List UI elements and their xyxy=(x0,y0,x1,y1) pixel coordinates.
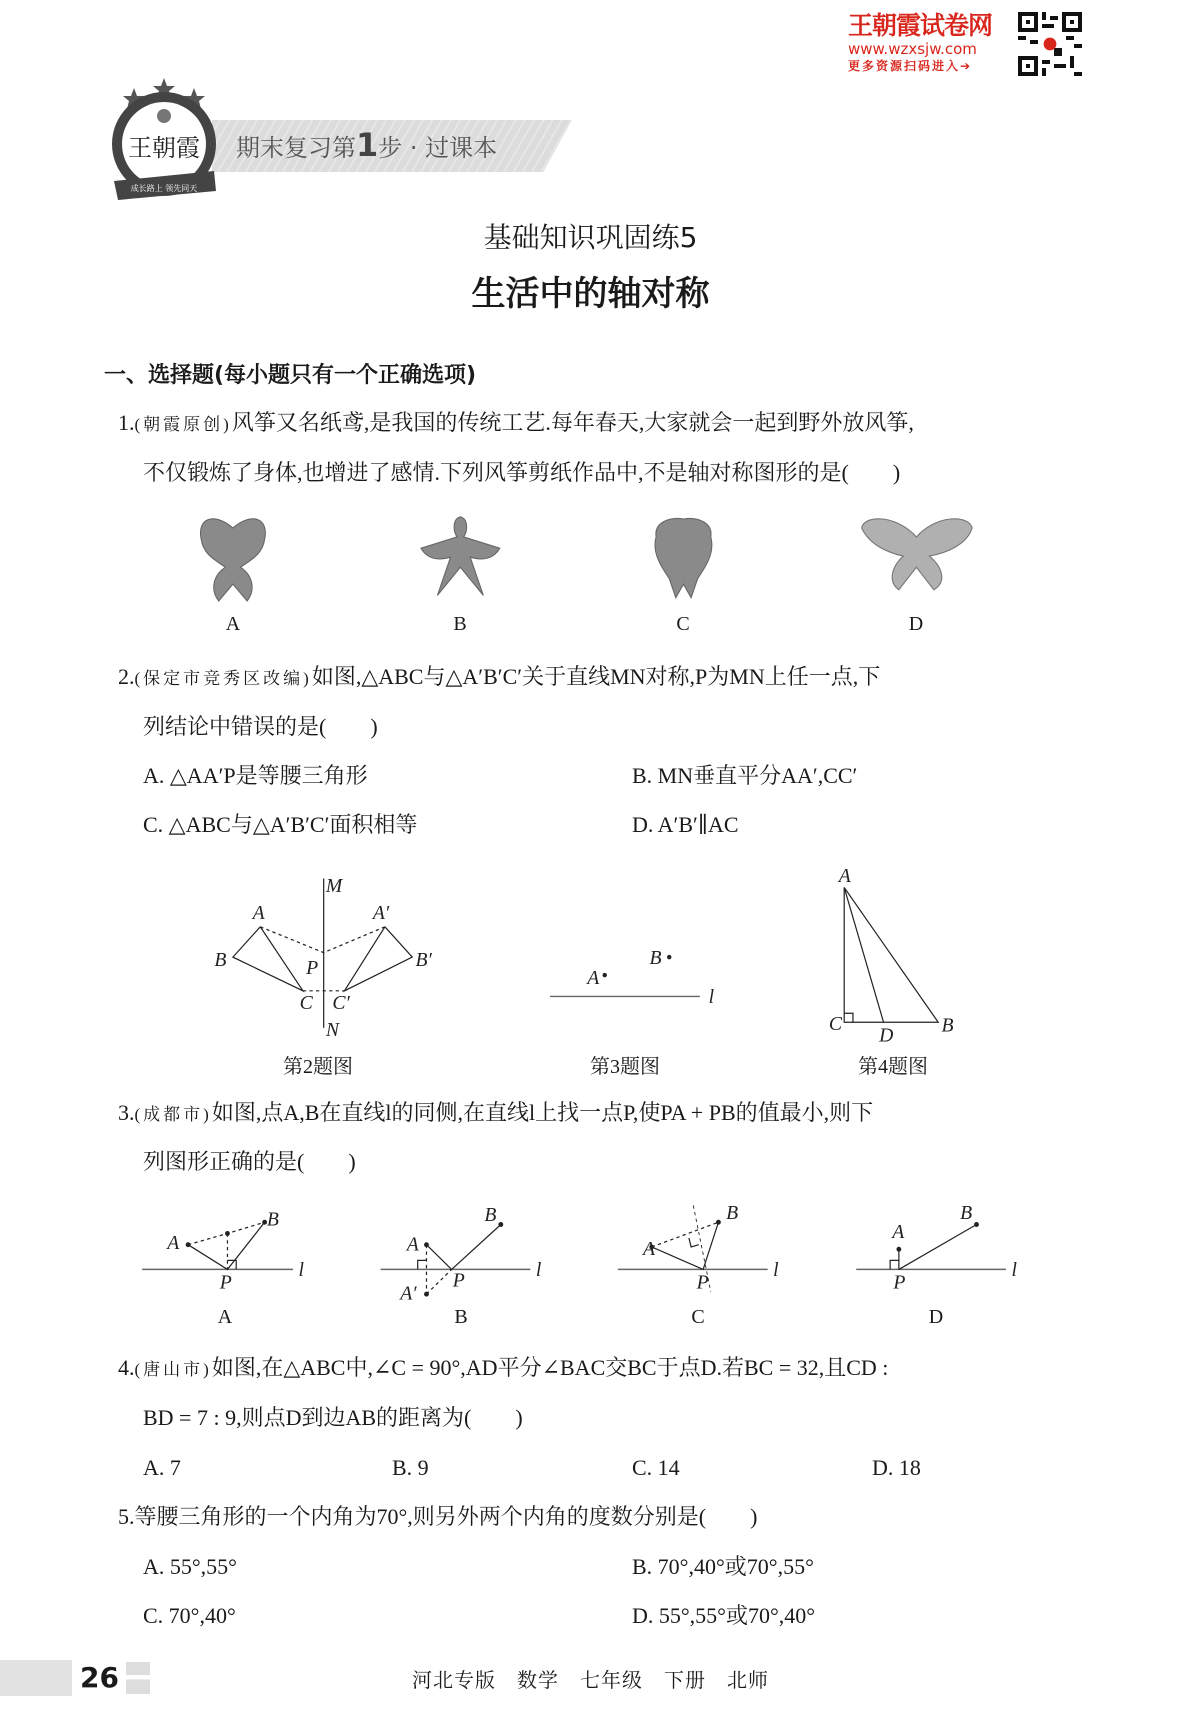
point-a xyxy=(603,973,607,977)
question-text: 等腰三角形的一个内角为70°,则另外两个内角的度数分别是( ) xyxy=(134,1504,758,1529)
q3c-path xyxy=(652,1222,719,1269)
q3d-label-l: l xyxy=(1011,1258,1017,1282)
q3b-label-p: P xyxy=(452,1269,465,1292)
q3d-right-angle xyxy=(890,1260,899,1269)
label-n: N xyxy=(325,1018,340,1041)
figure-4 xyxy=(844,887,938,1022)
question-source: (唐山市) xyxy=(134,1360,212,1379)
question-text: 如图,在△ABC中,∠C = 90°,AD平分∠BAC交BC于点D.若BC = 32,且CD : xyxy=(211,1355,889,1380)
figure-3-caption: 第3题图 xyxy=(590,1056,660,1078)
q2-option-a[interactable]: A. △AA′P是等腰三角形 xyxy=(143,763,368,788)
triangle-abc xyxy=(844,887,938,1022)
logo-slogan: 成长路上 领先同天 xyxy=(130,184,198,193)
q3b-right-angle xyxy=(418,1260,427,1269)
label-b: B xyxy=(941,1014,954,1037)
label-b: B xyxy=(214,948,227,972)
q3d-segment-pb xyxy=(899,1224,977,1269)
worksheet-title: 生活中的轴对称 xyxy=(471,274,710,314)
q3d-label-a: A xyxy=(892,1220,905,1244)
label-m: M xyxy=(325,874,343,898)
page-number: 26 xyxy=(80,1661,119,1694)
label-a: A xyxy=(587,966,600,990)
label-c: C xyxy=(299,991,313,1014)
q4-option-c[interactable]: C. 14 xyxy=(632,1455,680,1480)
label-p: P xyxy=(306,956,319,980)
banner-prefix: 期末复习第 xyxy=(236,134,356,162)
logo-text: 王朝霞 xyxy=(128,134,200,162)
q3b-label-a-prime: A′ xyxy=(400,1282,417,1305)
q2-option-c[interactable]: C. △ABC与△A′B′C′面积相等 xyxy=(143,812,418,837)
q5-option-d[interactable]: D. 55°,55°或70°,40° xyxy=(632,1603,816,1628)
question-number: 2. xyxy=(118,664,135,689)
kite-image-c xyxy=(655,519,712,598)
label-a: A xyxy=(838,864,851,887)
question-2-line-2: 列结论中错误的是( ) xyxy=(143,714,378,739)
q3b-label-b: B xyxy=(484,1203,497,1227)
segment-a1p xyxy=(324,927,385,953)
q3a-label-a: A xyxy=(167,1231,180,1255)
q2-option-d[interactable]: D. A′B′∥AC xyxy=(632,812,739,837)
q5-option-b[interactable]: B. 70°,40°或70°,55° xyxy=(632,1554,814,1579)
question-4-line-2: BD = 7 : 9,则点D到边AB的距离为( ) xyxy=(143,1405,523,1430)
q4-option-a[interactable]: A. 7 xyxy=(143,1455,181,1480)
q2-option-b[interactable]: B. MN垂直平分AA′,CC′ xyxy=(632,763,858,788)
banner-step-number: 1 xyxy=(356,126,379,164)
question-source: (保定市竞秀区改编) xyxy=(134,669,312,688)
brand-scan-hint: 更多资源扫码进入➔ xyxy=(848,59,973,73)
brand-name: 王朝霞试卷网 xyxy=(848,11,993,40)
q3-option-c[interactable]: C xyxy=(691,1306,705,1328)
q3b-label-l: l xyxy=(535,1258,542,1282)
kite-image-b xyxy=(421,517,500,596)
brand-url[interactable]: www.wzxsjw.com xyxy=(848,40,977,58)
triangle-a1b1c1 xyxy=(344,927,412,991)
q3a-label-b: B xyxy=(266,1208,279,1231)
section-heading: 一、选择题(每小题只有一个正确选项) xyxy=(104,363,477,388)
question-number: 1. xyxy=(118,410,135,435)
question-number: 4. xyxy=(118,1355,135,1380)
label-l: l xyxy=(708,985,715,1009)
question-text: 如图,点A,B在直线l的同侧,在直线l上找一点P,使PA + PB的值最小,则下 xyxy=(211,1100,874,1125)
right-angle-mark xyxy=(844,1013,853,1022)
label-a-prime: A′ xyxy=(372,901,390,924)
footer-edition: 河北专版 数学 七年级 下册 北师 xyxy=(412,1670,769,1692)
q3d-label-p: P xyxy=(893,1271,906,1294)
label-c-prime: C′ xyxy=(332,991,350,1014)
label-b-prime: B′ xyxy=(415,948,432,972)
question-text: 如图,△ABC与△A′B′C′关于直线MN对称,P为MN上任一点,下 xyxy=(311,664,881,689)
q1-option-a[interactable]: A xyxy=(225,613,241,635)
question-3-line-2: 列图形正确的是( ) xyxy=(143,1149,356,1174)
question-number: 5. xyxy=(118,1504,135,1529)
triangle-abc xyxy=(233,927,303,991)
q3c-label-p: P xyxy=(696,1271,709,1294)
question-number: 3. xyxy=(118,1100,135,1125)
label-d: D xyxy=(879,1024,894,1047)
q3a-label-p: P xyxy=(219,1271,232,1294)
q5-option-a[interactable]: A. 55°,55° xyxy=(143,1554,237,1579)
q3-option-d[interactable]: D xyxy=(928,1306,944,1328)
q3c-right-angle xyxy=(689,1238,699,1247)
q3b-path xyxy=(426,1224,500,1269)
label-a: A xyxy=(252,901,265,924)
point-b xyxy=(667,955,671,959)
q3d-label-b: B xyxy=(960,1201,973,1224)
segment-ad xyxy=(844,887,883,1022)
segment-ap xyxy=(260,927,323,953)
q1-option-d[interactable]: D xyxy=(908,613,924,635)
q1-option-b[interactable]: B xyxy=(453,613,467,635)
q3c-label-l: l xyxy=(773,1258,779,1282)
label-c: C xyxy=(828,1012,843,1036)
q3b-label-a: A xyxy=(406,1233,419,1256)
q3-option-b[interactable]: B xyxy=(454,1306,468,1328)
q1-option-c[interactable]: C xyxy=(676,613,690,635)
q3c-label-b: B xyxy=(726,1201,739,1224)
q3c-label-a: A xyxy=(642,1237,656,1260)
label-b: B xyxy=(649,946,662,969)
q5-option-c[interactable]: C. 70°,40° xyxy=(143,1603,236,1628)
q4-option-b[interactable]: B. 9 xyxy=(392,1455,429,1480)
question-1-line-2: 不仅锻炼了身体,也增进了感情.下列风筝剪纸作品中,不是轴对称图形的是( ) xyxy=(143,460,901,485)
worksheet-subtitle: 基础知识巩固练5 xyxy=(483,221,698,254)
kite-image-a xyxy=(200,519,265,601)
q3a-path xyxy=(188,1222,265,1269)
figure-4-caption: 第4题图 xyxy=(858,1056,928,1078)
q3c-dashed-ab xyxy=(652,1222,719,1247)
q3-option-a[interactable]: A xyxy=(217,1306,233,1328)
figure-2-caption: 第2题图 xyxy=(283,1056,353,1078)
question-text: 风筝又名纸鸢,是我国的传统工艺.每年春天,大家就会一起到野外放风筝, xyxy=(231,410,914,435)
q3b-dashed-a1p xyxy=(426,1269,451,1294)
question-source: (朝霞原创) xyxy=(134,415,232,434)
banner-suffix: 步 · 过课本 xyxy=(378,134,498,162)
kite-image-d xyxy=(862,519,972,590)
question-source: (成都市) xyxy=(134,1105,212,1124)
q3a-label-l: l xyxy=(298,1258,305,1282)
q4-option-d[interactable]: D. 18 xyxy=(872,1455,921,1480)
